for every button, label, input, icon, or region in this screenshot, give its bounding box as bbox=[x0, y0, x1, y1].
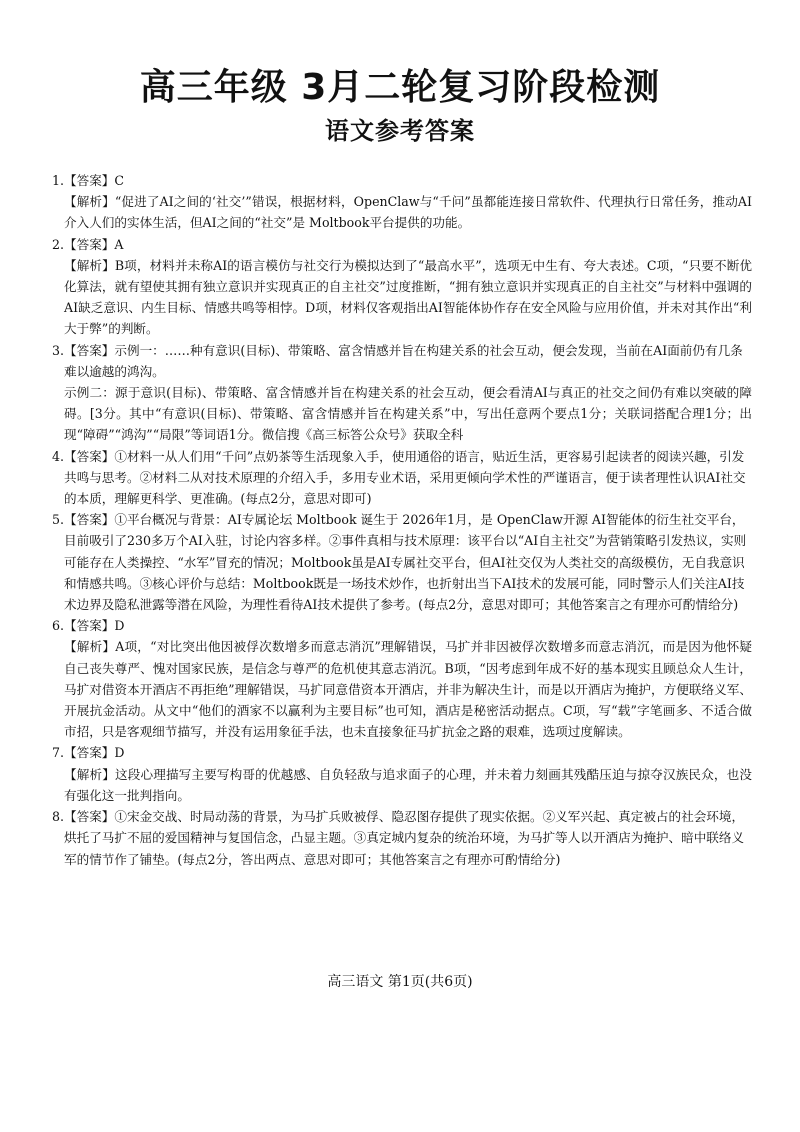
item-explanation: 【解析】这段心理描写主要写构哥的优越感、自负轻敌与追求面子的心理，并未着力刻画其残酷压迫与掠夺汉族民众，也没有强化这一批判指向。 bbox=[64, 766, 752, 803]
item-explanation: 【解析】B项，材料并未称AI的语言模仿与社交行为模拟达到了“最高水平”，选项无中生有、夸大表述。C项，“只要不断优化算法，就有望使其拥有独立意识并实现真正的自主社交”过度推断，“拥有独立意识并实现真正的自主社交”与材料中强调的AI缺乏意识、内生目标、情感共鸣等相悖。D项，材料仅客观指出AI智能体协作存在安全风险与应用价值，并未对其作出“利大于弊”的判断。 bbox=[64, 257, 752, 337]
item-number: 1. bbox=[52, 173, 65, 188]
answer-item-1 bbox=[52, 170, 752, 234]
item-number: 2. bbox=[52, 236, 65, 252]
item-number: 6. bbox=[52, 618, 65, 634]
page-footer: 高三语文 第1页(共6页) bbox=[327, 974, 473, 990]
item-answer: 【答案】①材料一从人们用“千问”点奶茶等生活现象入手，使用通俗的语言，贴近生活，更容易引起读者的阅读兴趣，引发共鸣与思考。②材料二从对技术原理的介绍入手，多用专业术语，采用更倾向学术性的严谨语言，便于读者理性认识AI社交的本质，理解更科学、更准确。(每点2分，意思对即可) bbox=[64, 448, 746, 507]
item-explanation: 示例二：源于意识(目标)、带策略、富含情感并旨在构建关系的社会互动，便会看清AI与真正的社交之间仍有难以突破的障碍。[3分。其中“有意识(目标)、带策略、富含情感并旨在构建关系”中，写出任意两个要点1分；关联词搭配合理1分；出现“障碍”“鸿沟”“局限”等词语1分。微信搜《高三标答公众号》获取全科 bbox=[64, 385, 752, 443]
answer-item-4 bbox=[52, 446, 752, 510]
answer-item-5 bbox=[52, 509, 752, 615]
answer-item-7 bbox=[52, 742, 752, 806]
item-number: 3. bbox=[52, 342, 65, 358]
item-answer: 【答案】D bbox=[64, 618, 125, 634]
item-answer: 【答案】C bbox=[64, 173, 125, 188]
item-answer: 【答案】①宋金交战、时局动荡的背景，为马扩兵败被俘、隐忍图存提供了现实依据。②义军兴起、真定被占的社会环境，烘托了马扩不屈的爱国精神与复国信念，凸显主题。③真定城内复杂的统治环境，为马扩等人以开酒店为掩护、暗中联络义军的情节作了铺垫。(每点2分，答出两点、意思对即可；其他答案言之有理亦可酌情给分) bbox=[64, 809, 745, 867]
item-answer: 【答案】示例一：……种有意识(目标)、带策略、富含情感并旨在构建关系的社会互动，便会发现，当前在AI面前仍有几条难以逾越的鸿沟。 bbox=[64, 342, 743, 379]
item-explanation: 【解析】“促进了AI之间的‘社交’”错误，根据材料，OpenClaw与“千问”虽都能连接日常软件、代理执行日常任务，推动AI介入人们的实体生活，但AI之间的“社交”是 Moltbook平台提供的功能。 bbox=[64, 194, 752, 231]
answer-list bbox=[52, 170, 752, 870]
item-number: 8. bbox=[52, 809, 65, 825]
answer-item-3 bbox=[52, 340, 752, 446]
page-title: 高三年级 3月二轮复习阶段检测 bbox=[139, 67, 661, 108]
item-number: 5. bbox=[52, 512, 65, 528]
item-number: 4. bbox=[52, 448, 65, 464]
item-number: 7. bbox=[52, 745, 65, 761]
answer-item-2 bbox=[52, 234, 752, 340]
answer-item-8 bbox=[52, 806, 752, 870]
item-answer: 【答案】①平台概况与背景：AI专属论坛 Moltbook 诞生于 2026年1月，是 OpenClaw开源 AI智能体的衍生社交平台，目前吸引了230多万个AI入驻，讨论内容多样。②事件真相与技术原理：该平台以“AI自主社交”为营销策略引发热议，实则可能存在人类操控、“水军”冒充的情况；Moltbook虽是AI专属社交平台，但AI社交仅为人类社交的高级模仿，无自我意识和情感共鸣。③核心评价与总结：Moltbook既是一场技术炒作，也折射出当下AI技术的发展可能，同时警示人们关注AI技术边界及隐私泄露等潜在风险，为理性看待AI技术提供了参考。(每点2分，意思对即可；其他答案言之有理亦可酌情给分) bbox=[64, 512, 747, 613]
item-explanation: 【解析】A项，“对比突出他因被俘次数增多而意志消沉”理解错误，马扩并非因被俘次数增多而意志消沉，而是因为他怀疑自己丧失尊严、愧对国家民族，是信念与尊严的危机使其意志消沉。B项，“因考虑到年成不好的基本现实且顾总众人生计，马扩对借资本开酒店不再拒绝”理解错误，马扩同意借资本开酒店，并非为解决生计，而是以开酒店为掩护，方便联络义军、开展抗金活动。从文中“他们的酒家不以赢利为主要目标”也可知，酒店是秘密活动据点。C项，写“载”字笔画多、不适合做市招，只是客观细节描写，并没有运用象征手法，也未直接象征马扩抗金之路的艰难，选项过度解读。 bbox=[64, 639, 752, 740]
answer-item-6 bbox=[52, 615, 752, 742]
item-answer: 【答案】D bbox=[64, 745, 125, 761]
page-subtitle: 语文参考答案 bbox=[325, 117, 475, 145]
item-answer: 【答案】A bbox=[64, 236, 124, 252]
